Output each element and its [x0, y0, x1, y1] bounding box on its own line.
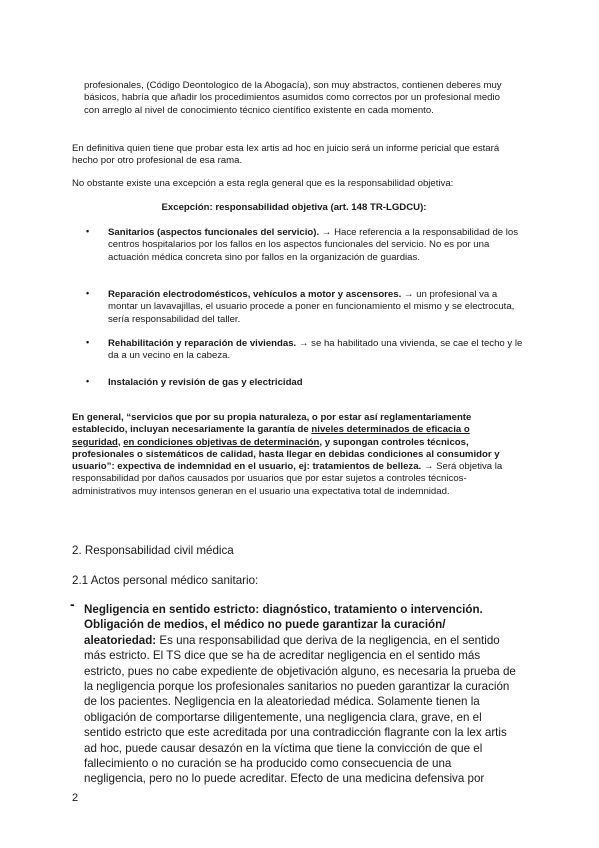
- bullet-marker: •: [86, 376, 90, 386]
- dash-item-negligencia: Negligencia en sentido estricto: diagnóstico, tratamiento o intervención. Obligación de medios, el médico no puede garantizar la curación/ aleatoriedad: Es una responsabilidad que deriva de la negligencia, en el sentido más estricto. El TS dice que se ha de acreditar negligencia en el sentido más estricto, pues no cabe expediente de objetivación alguno, es necesaria la prueba de la negligencia porque los profesionales sanitarios no pueden garantizar la curación de los pacientes. Negligencia en la aleatoriedad médica. Solamente tienen la obligación de comportarse diligentemente, una negligencia clara, grave, en el sentido estricto que este acreditada por una contradicción flagrante con la lex artis ad hoc, puede causar desazón en la víctima que tiene la convicción de que el fallecimiento o no curación se ha producido como consecuencia de una negligencia, pero no lo puede acreditar. Efecto de una medicina defensiva por: [84, 603, 516, 786]
- intro-continuation: profesionales, (Código Deontologico de la Abogacía), son muy abstractos, contienen deberes muy básicos, habría que añadir los procedimientos asumidos como correctos por un profesional medio con arreglo al nivel de conocimiento técnico científico existente en cada momento.: [84, 80, 502, 116]
- dash-marker: -: [70, 596, 75, 612]
- section-heading: 2. Responsabilidad civil médica: [72, 544, 234, 557]
- bullet-marker: •: [86, 337, 90, 347]
- general-paragraph: En general, “servicios que por su propia naturaleza, o por estar así reglamentariamente establecido, incluyan necesariamente la garantía de niveles determinados de eficacia o seguridad, en condiciones objetivas de determinación, y supongan controles técnicos, profesionales o sistemáticos de calidad, hasta llegar en debidas condiciones al consumidor y usuario”: expectiva de indemnidad en el usuario, ej: tratamientos de belleza. → Será objetiva la responsabilidad por daños causados por usuarios que por estar sujetos a controles técnicos- administrativos muy intensos generan en el usuario una expectativa total de indemnidad.: [72, 412, 503, 497]
- bullet-marker: •: [86, 288, 90, 298]
- bullet-item-reparacion: Reparación electrodomésticos, vehículos a motor y ascensores. → un profesional va a montar un lavavajillas, el usuario procede a poner en funcionamiento el mismo y se electrocuta, sería responsabilidad del taller.: [108, 289, 515, 325]
- bullet-item-rehabilitacion: Rehabilitación y reparación de viviendas. → se ha habilitado una vivienda, se cae el techo y le da a un vecino en la cabeza.: [108, 338, 523, 362]
- paragraph-definitiva: En definitiva quien tiene que probar esta lex artis ad hoc en juicio será un informe pericial que estará hecho por otro profesional de esa rama.: [72, 143, 500, 167]
- bullet-item-sanitarios: Sanitarios (aspectos funcionales del servicio). → Hace referencia a la responsabilidad de los centros hospitalarios por los fallos en los aspectos funcionales del servicio. No es por una actuación médica concreta sino por fallos en la organización de guardias.: [108, 227, 519, 263]
- bullet-item-gas: Instalación y revisión de gas y electricidad: [108, 377, 303, 388]
- exception-heading: Excepción: responsabilidad objetiva (art. 148 TR-LGDCU):: [161, 202, 427, 213]
- subsection-heading: 2.1 Actos personal médico sanitario:: [72, 574, 259, 587]
- paragraph-no-obstante: No obstante existe una excepción a esta regla general que es la responsabilidad objetiva:: [72, 178, 454, 189]
- bullet-marker: •: [86, 226, 90, 236]
- page-number: 2: [72, 792, 79, 804]
